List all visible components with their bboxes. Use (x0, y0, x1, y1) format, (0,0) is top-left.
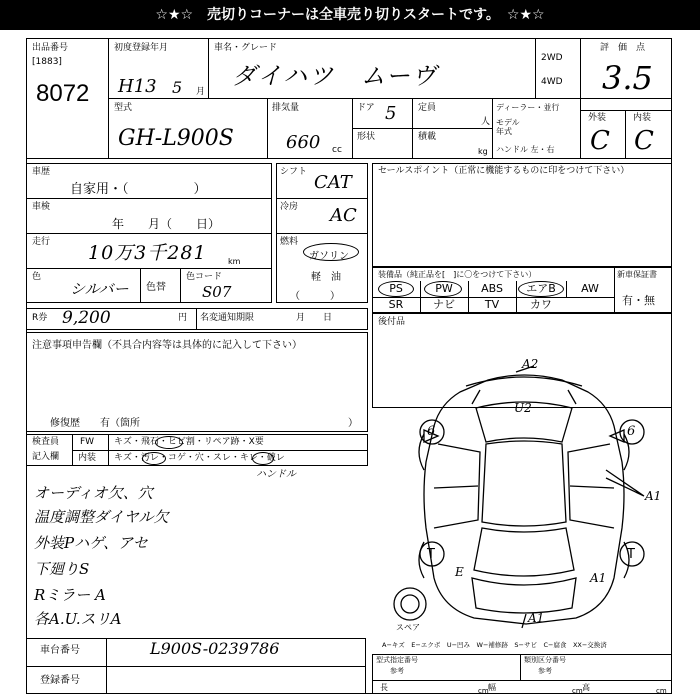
capacity-unit: 人 (481, 117, 491, 127)
pw-circle (424, 281, 462, 297)
ac-label: 冷房 (280, 202, 299, 212)
fuel-gasoline: ガソリン (309, 251, 349, 262)
doors: 5 (385, 103, 397, 124)
type-label: 型式 (114, 103, 133, 113)
car-name-label: 車名・グレード (214, 43, 278, 53)
damage-a1-bottom: A1 (528, 611, 545, 625)
note-line-5: Rミラー A (34, 586, 106, 604)
equip-leather: カワ (530, 298, 552, 311)
equip-tv: TV (484, 298, 500, 311)
inspector-label-2: 記入欄 (32, 452, 60, 462)
mileage-unit: km (228, 257, 241, 266)
tire-front-right: 6 (627, 424, 636, 439)
lot-sub: [1883] (32, 57, 62, 67)
equipment-label: 装備品（純正品を[ ]に〇をつけて下さい） (378, 270, 537, 279)
shift: CAT (314, 172, 352, 193)
stain-circle (142, 452, 166, 465)
damage-a2-top: A2 (522, 357, 539, 371)
recycle-label: R券 (32, 313, 48, 323)
type-cert-ref: 参考 (390, 667, 404, 675)
new-car-warranty-value: 有・無 (622, 294, 655, 307)
equip-navi: ナビ (433, 298, 455, 311)
inspector-interior: 内装 (78, 453, 97, 463)
capacity-label: 定員 (418, 103, 437, 113)
equip-sr: SR (388, 298, 404, 311)
note-line-4: 下廻りS (34, 560, 90, 578)
repair-history-label: 修復歴 有（箇所 (50, 418, 140, 429)
class-label: 類別区分番号 (524, 656, 566, 664)
tire-rear-left: T (427, 547, 435, 562)
exterior-grade: C (590, 126, 610, 156)
inspection-value: 年 月（ 日） (112, 217, 221, 231)
name-change-label: 名変通知期限 (200, 313, 255, 323)
model-year-label: モデル 年式 (496, 118, 520, 136)
color-code-label: 色コード (186, 272, 223, 282)
recycle-amount: 9,200 (62, 308, 111, 328)
repair-history-close: ） (348, 418, 358, 429)
exterior-label: 外装 (588, 113, 607, 123)
mileage-label: 走行 (32, 237, 51, 247)
inspector-label-1: 検査員 (32, 437, 60, 447)
model-code: GH-L900S (118, 126, 234, 151)
equip-pw: PW (435, 282, 453, 295)
color-label: 色 (32, 272, 42, 282)
first-reg-label: 初度登録年月 (114, 43, 169, 53)
new-car-warranty-label: 新車保証書 (617, 270, 657, 279)
damage-e-mark: E (455, 565, 464, 579)
damage-u2-roof: U2 (514, 401, 532, 415)
ac: AC (330, 205, 357, 226)
fuel-label: 燃料 (280, 237, 299, 247)
registration-label: 登録番号 (40, 675, 80, 686)
tire-rear-right: T (627, 547, 635, 562)
color-change-label: 色替 (146, 282, 166, 293)
length-label: 長 (380, 683, 388, 692)
inspection-label: 車検 (32, 202, 51, 212)
tire-front-left: 6 (427, 424, 436, 439)
displacement: 660 (286, 132, 321, 153)
wear-circle (252, 452, 274, 465)
inspector-fw-items: キズ・飛石・ヒビ割・リペア跡・X要 (114, 437, 264, 447)
note-line-6: 各A.U.スリA (34, 610, 122, 628)
interior-label: 内装 (633, 113, 652, 123)
chassis-number: L900S-0239786 (150, 639, 280, 658)
damage-a1-right-lower: A1 (590, 571, 607, 585)
load-label: 積載 (418, 132, 437, 142)
displacement-unit: cc (332, 145, 342, 155)
sales-point-label: セールスポイント（正常に機能するものに印をつけて下さい） (378, 166, 630, 176)
grade-label: 評 価 点 (600, 43, 646, 53)
note-line-3: 外装Pハゲ、アセ (34, 534, 148, 552)
chassis-label: 車台番号 (40, 645, 80, 656)
recycle-unit: 円 (178, 313, 188, 323)
load-unit: kg (478, 147, 488, 156)
ps-circle (378, 281, 414, 297)
dealer-label: ディーラー・並行 (496, 103, 560, 112)
grade: 3.5 (602, 59, 653, 97)
banner: ☆★☆ 売切りコーナーは全車売り切りスタートです。 ☆★☆ (0, 0, 700, 30)
inspector-fw: FW (80, 437, 95, 447)
first-reg-month: 5 (172, 78, 183, 97)
lot-number: 8072 (36, 80, 90, 107)
height-unit: cm (656, 687, 667, 695)
history-value: 自家用・（ ） (70, 182, 207, 197)
damage-legend: A−キズ E−エクボ U−凹み W−補修跡 S−サビ C−腐食 XX−交換済 (382, 641, 607, 649)
mileage: 10万3千281 (88, 242, 207, 264)
lot-label: 出品番号 (32, 43, 69, 53)
notes-label: 注意事項申告欄（不具合内容等は具体的に記入して下さい） (32, 340, 302, 351)
length-unit: cm (478, 687, 489, 695)
history-label: 車歴 (32, 167, 51, 177)
damage-a1-right: A1 (645, 489, 662, 503)
note-line-2: 温度調整ダイヤル欠 (34, 508, 169, 526)
handle-label: ハンドル 左・右 (496, 145, 555, 154)
shift-label: シフト (280, 167, 308, 177)
drive-2wd: 2WD (541, 53, 563, 63)
drive-4wd: 4WD (541, 77, 563, 87)
door-label: ドア (357, 103, 375, 113)
aftermarket-label: 後付品 (378, 317, 406, 327)
width-unit: cm (572, 687, 583, 695)
car-damage-diagram (376, 352, 672, 636)
equip-airbag: エアB (526, 282, 556, 295)
spare-label: スペア (396, 623, 420, 632)
type-cert-label: 型式指定番号 (376, 656, 418, 664)
color-code: S07 (202, 283, 232, 301)
interior-grade: C (634, 126, 654, 156)
class-ref: 参考 (538, 667, 552, 675)
sales-point-box (372, 163, 672, 267)
first-reg-year: H13 (118, 76, 157, 97)
equip-abs: ABS (481, 282, 503, 295)
width-label: 幅 (488, 683, 496, 692)
month-unit: 月 (196, 87, 206, 97)
fuel-other: （ ） (290, 291, 340, 302)
displacement-label: 排気量 (272, 103, 300, 113)
height-label: 高 (582, 683, 590, 692)
equip-ps: PS (389, 282, 403, 295)
equip-aw: AW (581, 282, 599, 295)
airbag-circle (518, 281, 564, 297)
fuel-diesel: 軽 油 (311, 272, 341, 283)
car-name: ダイハツ ムーヴ (232, 62, 438, 90)
name-change-value: 月 日 (296, 313, 333, 323)
note-line-1: オーディオ欠、穴 (34, 484, 153, 502)
handle-note: ハンドル (256, 469, 296, 480)
chip-circle (155, 436, 183, 449)
color: シルバー (70, 280, 129, 298)
shape-label: 形状 (357, 132, 376, 142)
inspector-interior-items: キズ・汚レ・コゲ・穴・スレ・キレ・破レ (114, 453, 285, 463)
